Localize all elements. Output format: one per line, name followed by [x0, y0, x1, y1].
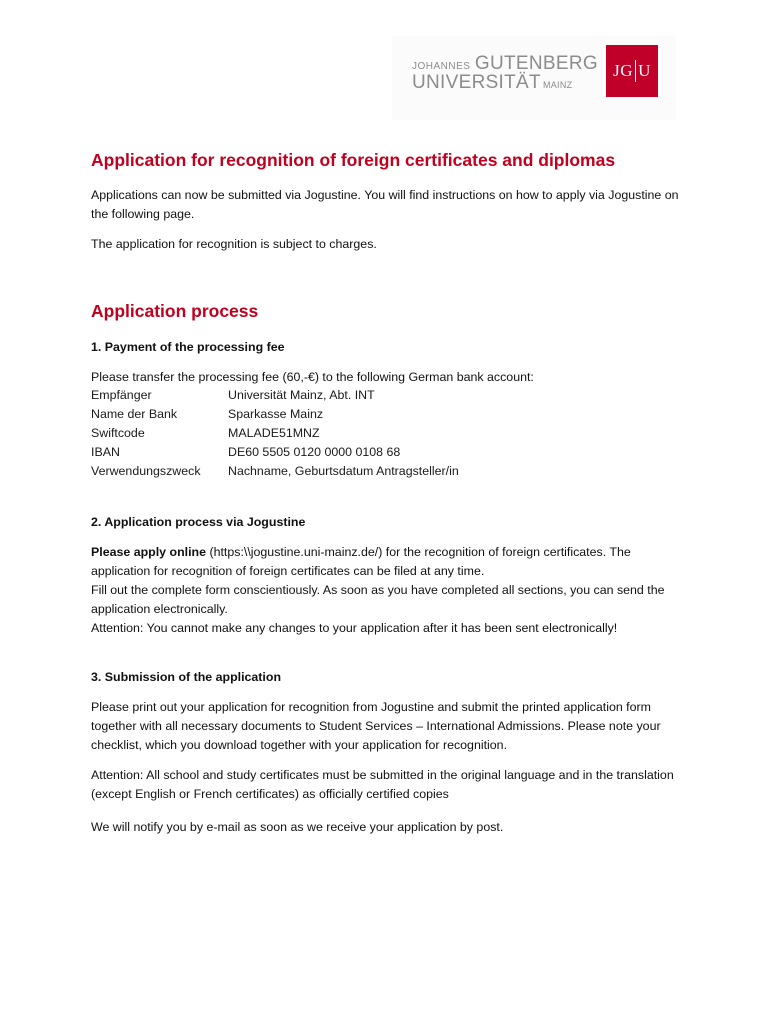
apply-online-paragraph [91, 543, 691, 581]
jgu-logo-box [606, 45, 658, 97]
apply-online-text: (https:\\jogustine.uni-mainz.de/) for the recognition of foreign certificates. The application for recognition of foreign certificates can be filed at any time. [91, 545, 631, 578]
apply-online-emphasis: Please apply online [91, 545, 207, 559]
attention-certificates: Attention: All school and study certificates must be submitted in the original language and in the translation (except English or French certificates) as officially certified copies [91, 768, 674, 801]
bank-value: Sparkasse Mainz [228, 407, 324, 421]
bank-value: Nachname, Geburtsdatum Antragsteller/in [228, 464, 459, 478]
bank-row [91, 424, 320, 443]
university-logo [392, 36, 676, 120]
bank-label: Verwendungszweck [91, 464, 201, 478]
logo-box-separator [635, 60, 636, 82]
transfer-instruction: Please transfer the processing fee (60,-€) to the following German bank account: [91, 370, 534, 384]
bank-row [91, 386, 375, 405]
bank-value: MALADE51MNZ [228, 426, 320, 440]
logo-wordmark [412, 54, 598, 92]
bank-label: IBAN [91, 445, 120, 459]
page-title: Application for recognition of foreign certificates and diplomas [91, 150, 616, 170]
fill-form-paragraph: Fill out the complete form conscientiously. As soon as you have completed all sections, you can send the application electronically. [91, 583, 665, 616]
bank-label: Empfänger [91, 388, 152, 402]
section3-heading: 3. Submission of the application [91, 670, 282, 684]
notify-paragraph: We will notify you by e-mail as soon as we receive your application by post. [91, 820, 504, 834]
bank-row [91, 462, 459, 481]
logo-box-jg: JG [613, 61, 634, 80]
bank-label: Name der Bank [91, 407, 178, 421]
logo-prefix: JOHANNES [412, 61, 471, 72]
logo-gutenberg: GUTENBERG [474, 53, 598, 74]
bank-value: DE60 5505 0120 0000 0108 68 [228, 445, 401, 459]
bank-row [91, 405, 323, 424]
process-heading: Application process [91, 301, 259, 321]
bank-value: Universität Mainz, Abt. INT [228, 388, 375, 402]
intro-paragraph-2: The application for recognition is subject to charges. [91, 237, 377, 251]
section2-heading: 2. Application process via Jogustine [91, 515, 306, 529]
intro-paragraph-1: Applications can now be submitted via Jogustine. You will find instructions on how to apply via Jogustine on the following page. [91, 188, 679, 221]
logo-box-u: U [638, 61, 651, 80]
logo-mainz: MAINZ [542, 80, 573, 90]
logo-universitaet: UNIVERSITÄT [412, 72, 541, 93]
section1-heading: 1. Payment of the processing fee [91, 340, 285, 354]
bank-row [91, 443, 400, 462]
bank-label: Swiftcode [91, 426, 145, 440]
attention-electronic: Attention: You cannot make any changes to your application after it has been sent electronically! [91, 621, 618, 635]
print-submit-paragraph: Please print out your application for recognition from Jogustine and submit the printed application form together with all necessary documents to Student Services – International Admissions. Please note your checklist, which you download together with your application for recognition. [91, 700, 661, 752]
